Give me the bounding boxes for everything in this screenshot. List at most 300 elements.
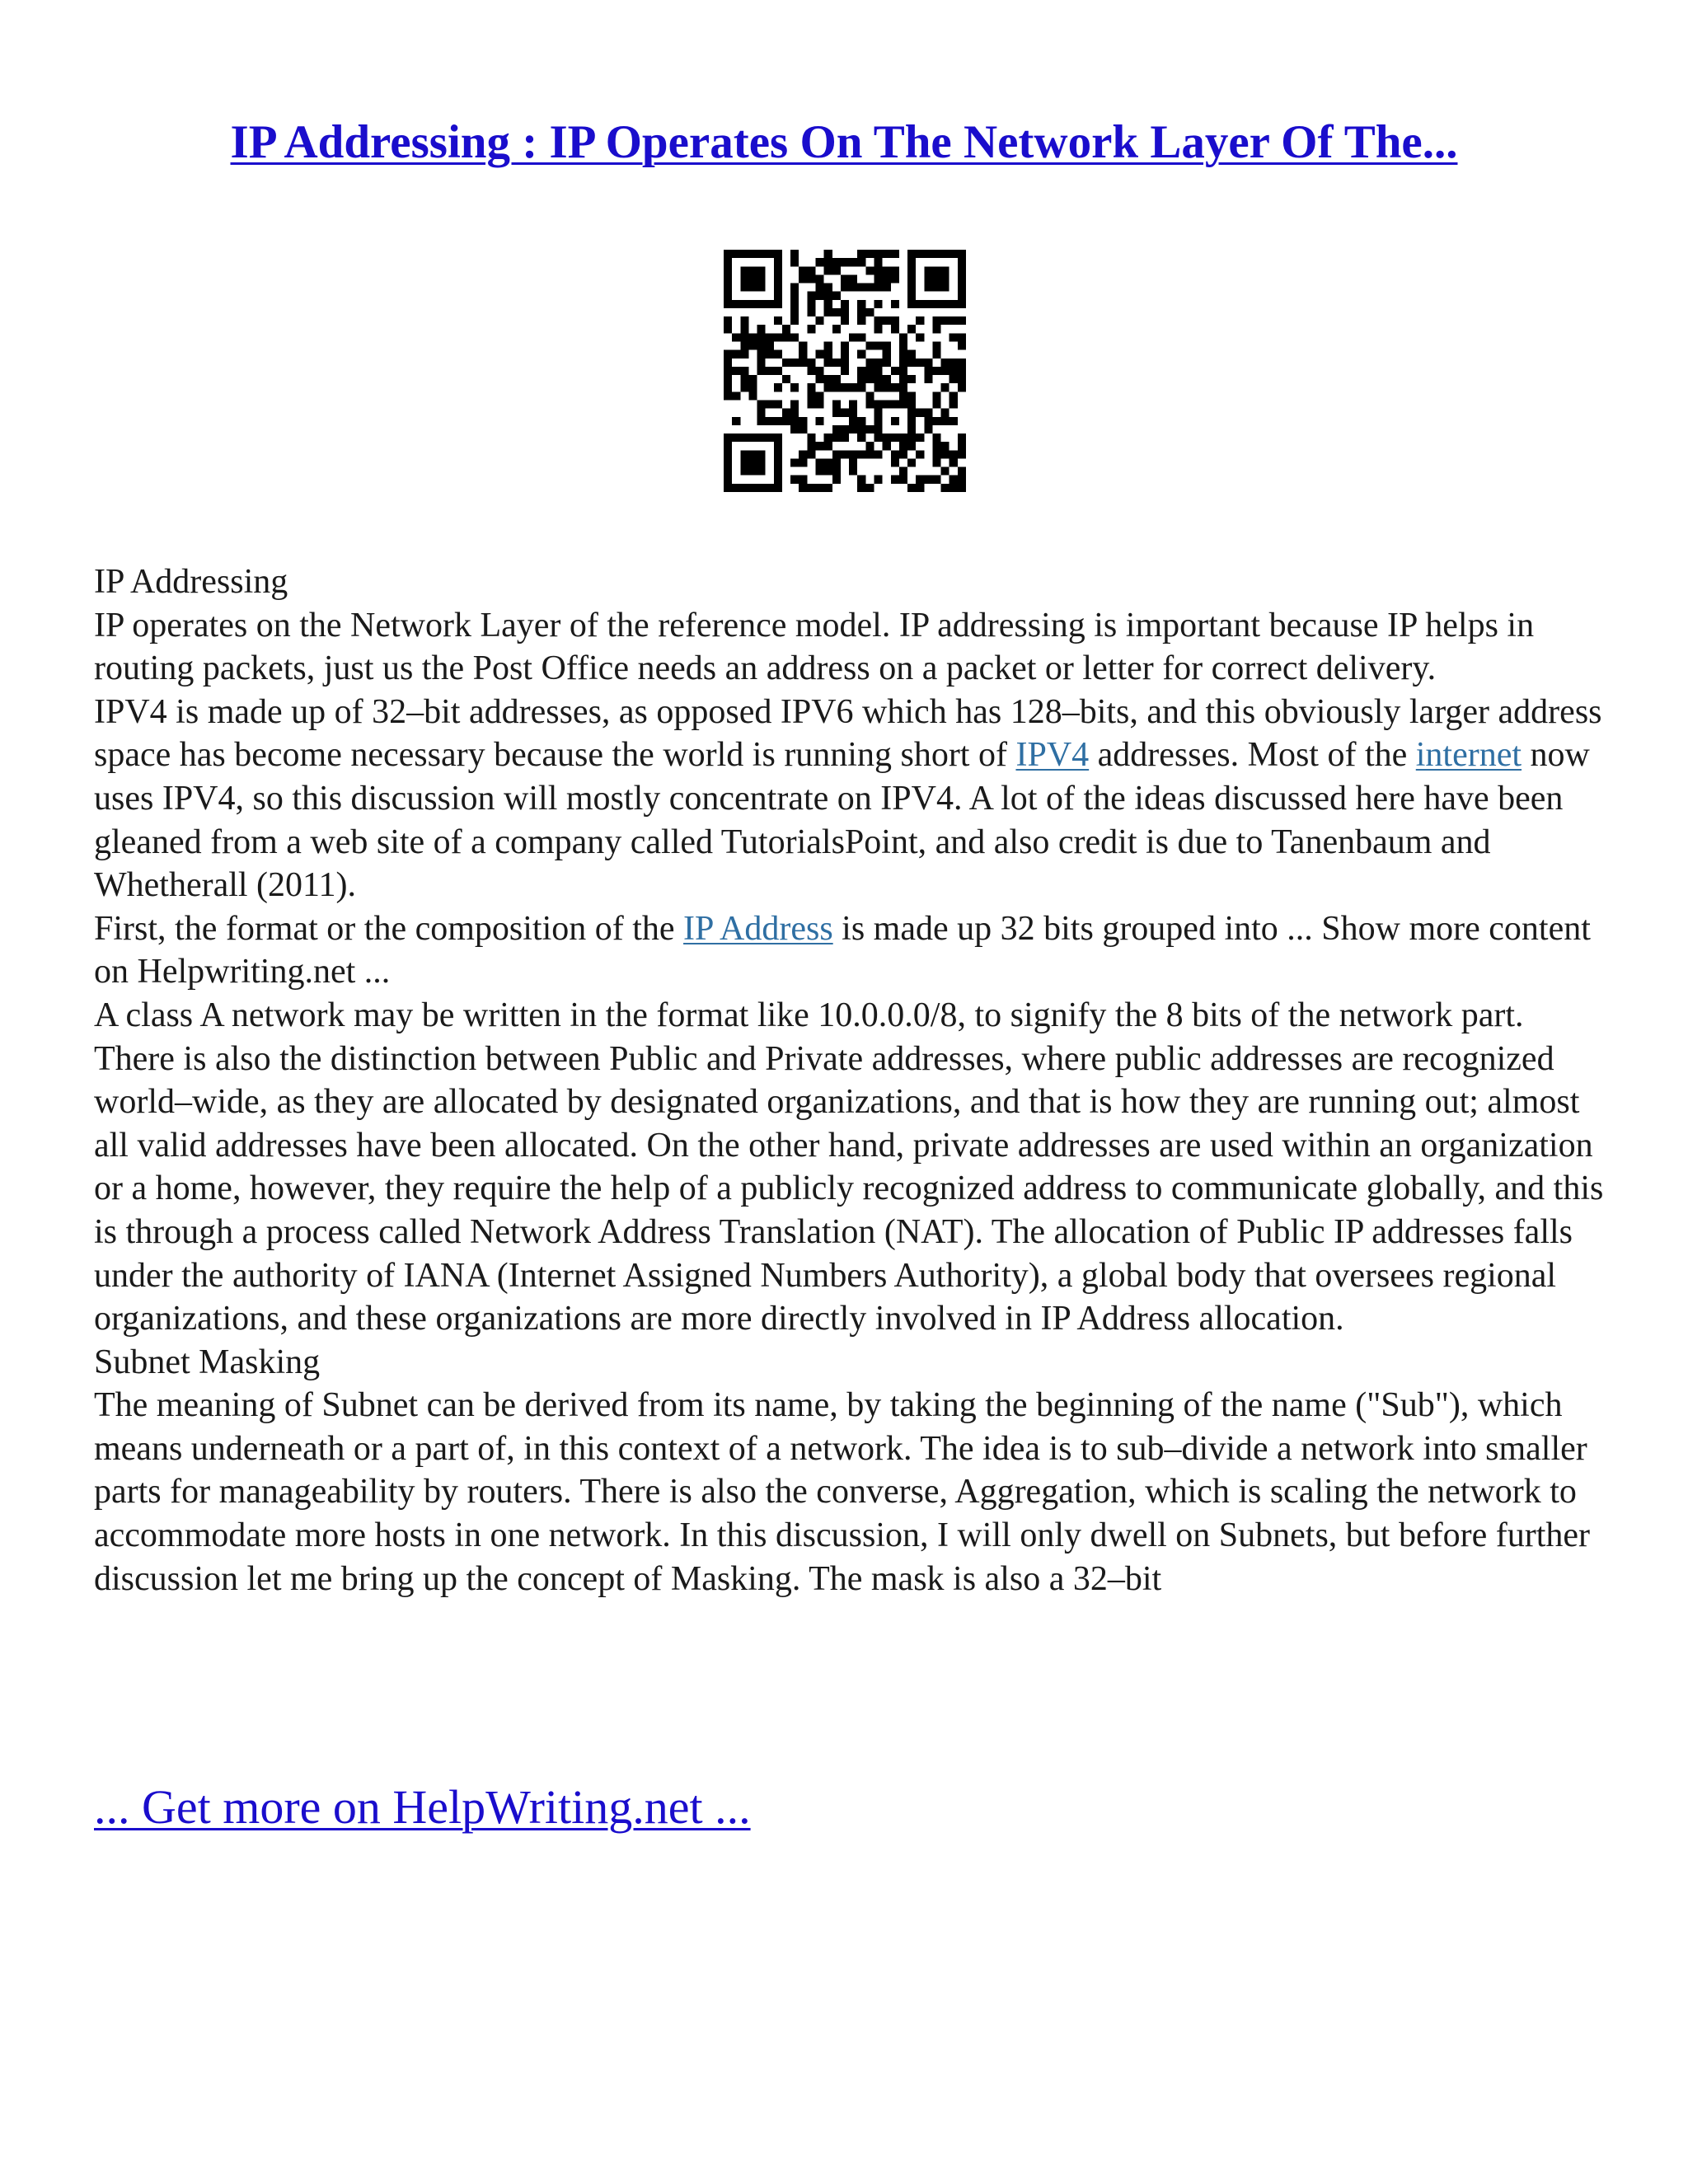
qr-module — [832, 375, 841, 383]
qr-module — [807, 266, 815, 274]
qr-module — [899, 476, 907, 484]
qr-module — [774, 400, 782, 408]
qr-module — [766, 342, 774, 350]
qr-module — [932, 367, 940, 375]
qr-module — [857, 258, 865, 266]
qr-module — [774, 450, 782, 458]
qr-module — [932, 250, 940, 258]
qr-module — [849, 425, 857, 434]
qr-module — [924, 375, 932, 383]
qr-module — [799, 350, 807, 359]
qr-module — [874, 284, 882, 292]
qr-module — [832, 266, 841, 274]
qr-module — [924, 274, 932, 283]
qr-module — [724, 359, 732, 367]
qr-module — [724, 325, 732, 333]
qr-module — [748, 300, 757, 308]
qr-module — [832, 292, 841, 300]
qr-module — [748, 284, 757, 292]
qr-module — [757, 284, 766, 292]
qr-module — [724, 434, 732, 442]
qr-module — [907, 391, 916, 400]
qr-module — [766, 367, 774, 375]
qr-module — [799, 476, 807, 484]
document-title — [0, 114, 1688, 171]
qr-module — [824, 484, 832, 492]
qr-module — [748, 450, 757, 458]
qr-module — [899, 333, 907, 341]
qr-module — [857, 308, 865, 316]
qr-module — [774, 258, 782, 266]
qr-module — [816, 292, 824, 300]
qr-module — [950, 367, 958, 375]
qr-module — [757, 450, 766, 458]
qr-module — [757, 333, 766, 341]
qr-module — [857, 383, 865, 391]
qr-module — [891, 316, 899, 325]
qr-module — [748, 383, 757, 391]
qr-module — [790, 383, 799, 391]
section-heading-subnet-masking: Subnet Masking — [94, 1343, 321, 1381]
qr-module — [907, 425, 916, 434]
qr-module — [865, 484, 874, 492]
qr-module — [891, 325, 899, 333]
qr-module — [790, 333, 799, 341]
qr-module — [790, 250, 799, 258]
qr-module — [790, 284, 799, 292]
qr-module — [790, 400, 799, 408]
qr-module — [849, 284, 857, 292]
qr-module — [740, 342, 748, 350]
qr-module — [916, 450, 924, 458]
qr-module — [950, 450, 958, 458]
qr-module — [857, 417, 865, 425]
qr-module — [941, 250, 950, 258]
qr-module — [841, 383, 849, 391]
qr-module — [941, 484, 950, 492]
qr-module — [857, 350, 865, 359]
qr-module — [941, 442, 950, 450]
qr-module — [874, 425, 882, 434]
qr-module — [807, 325, 815, 333]
qr-module — [924, 266, 932, 274]
qr-module — [824, 342, 832, 350]
qr-module — [857, 367, 865, 375]
qr-module — [816, 375, 824, 383]
qr-module — [941, 300, 950, 308]
qr-module — [958, 316, 966, 325]
qr-module — [932, 391, 940, 400]
qr-module — [841, 434, 849, 442]
qr-module — [958, 375, 966, 383]
qr-module — [757, 350, 766, 359]
qr-module — [724, 250, 732, 258]
qr-module — [740, 333, 748, 341]
qr-module — [757, 274, 766, 283]
qr-module — [916, 333, 924, 341]
qr-module — [748, 250, 757, 258]
qr-module — [816, 284, 824, 292]
qr-module — [958, 442, 966, 450]
qr-module — [757, 266, 766, 274]
qr-module — [958, 250, 966, 258]
qr-module — [941, 383, 950, 391]
qr-module — [748, 458, 757, 466]
qr-module — [958, 274, 966, 283]
qr-module — [891, 476, 899, 484]
qr-module — [941, 450, 950, 458]
qr-module — [816, 316, 824, 325]
paragraph-format: First, the format or the composition of the IP Address is made up 32 bits grouped into ... Show more content on Helpwriting.net ... — [94, 909, 1591, 991]
title-link[interactable]: IP Addressing : IP Operates On The Network Layer Of The... — [230, 116, 1458, 168]
qr-module — [950, 458, 958, 466]
qr-module — [950, 300, 958, 308]
qr-module — [757, 342, 766, 350]
qr-module — [748, 434, 757, 442]
qr-module — [899, 467, 907, 476]
qr-module — [874, 434, 882, 442]
qr-module — [841, 425, 849, 434]
qr-module — [799, 266, 807, 274]
qr-module — [865, 367, 874, 375]
qr-module — [748, 342, 757, 350]
qr-module — [916, 250, 924, 258]
qr-module — [748, 375, 757, 383]
qr-module — [932, 434, 940, 442]
qr-module — [907, 359, 916, 367]
qr-module — [874, 383, 882, 391]
qr-module — [899, 442, 907, 450]
qr-module — [916, 484, 924, 492]
qr-module — [807, 450, 815, 458]
qr-module — [907, 284, 916, 292]
qr-module — [841, 284, 849, 292]
qr-module — [732, 391, 740, 400]
qr-module — [790, 476, 799, 484]
qr-module — [849, 274, 857, 283]
qr-module — [782, 409, 790, 417]
qr-module — [782, 333, 790, 341]
qr-module — [849, 400, 857, 408]
qr-module — [799, 484, 807, 492]
qr-module — [857, 284, 865, 292]
qr-module — [824, 383, 832, 391]
qr-module — [790, 359, 799, 367]
qr-module — [924, 367, 932, 375]
qr-module — [824, 266, 832, 274]
qr-module — [865, 308, 874, 316]
qr-module — [724, 316, 732, 325]
qr-module — [941, 359, 950, 367]
get-more-link[interactable]: ... Get more on HelpWriting.net ... — [94, 1780, 751, 1834]
qr-module — [907, 434, 916, 442]
qr-module — [732, 434, 740, 442]
qr-module — [832, 409, 841, 417]
qr-module — [941, 266, 950, 274]
qr-module — [874, 476, 882, 484]
paragraph-ipv4: IPV4 is made up of 32–bit addresses, as opposed IPV6 which has 128–bits, and this obviously larger address space has become necessary because the world is running short of IPV4 addresses. Most of the internet now uses IPV4, so this discussion will mostly concentrate on IPV4. A lot of the ideas discussed here have been gleaned from a web site of a company called TutorialsPoint, and also credit is due to Tanenbaum and Whetherall (2011). — [94, 692, 1602, 905]
qr-module — [865, 442, 874, 450]
qr-module — [774, 350, 782, 359]
qr-module — [766, 434, 774, 442]
qr-module — [766, 350, 774, 359]
qr-module — [916, 316, 924, 325]
qr-module — [874, 367, 882, 375]
qr-module — [799, 450, 807, 458]
qr-module — [849, 409, 857, 417]
qr-module — [841, 409, 849, 417]
qr-module — [824, 458, 832, 466]
qr-module — [958, 434, 966, 442]
qr-module — [891, 274, 899, 283]
qr-module — [857, 484, 865, 492]
qr-module — [907, 266, 916, 274]
ipv4-link[interactable]: IPV4 — [1015, 736, 1090, 775]
qr-module — [816, 400, 824, 408]
ip-address-link[interactable]: IP Address — [683, 909, 833, 948]
qr-module — [832, 450, 841, 458]
qr-module — [958, 467, 966, 476]
qr-module — [958, 342, 966, 350]
qr-module — [883, 284, 891, 292]
qr-module — [824, 292, 832, 300]
qr-module — [824, 258, 832, 266]
qr-module — [932, 400, 940, 408]
qr-module — [958, 359, 966, 367]
qr-module — [740, 325, 748, 333]
qr-module — [916, 300, 924, 308]
qr-module — [883, 434, 891, 442]
qr-module — [824, 300, 832, 308]
qr-module — [883, 442, 891, 450]
qr-module — [740, 467, 748, 476]
qr-module — [740, 250, 748, 258]
qr-module — [757, 434, 766, 442]
qr-module — [924, 250, 932, 258]
qr-module — [841, 316, 849, 325]
qr-module — [907, 250, 916, 258]
qr-module — [832, 383, 841, 391]
qr-module — [724, 292, 732, 300]
qr-module — [748, 266, 757, 274]
qr-module — [832, 467, 841, 476]
qr-module — [757, 367, 766, 375]
qr-module — [857, 375, 865, 383]
qr-module — [841, 258, 849, 266]
qr-module — [774, 383, 782, 391]
qr-module — [932, 342, 940, 350]
qr-module — [748, 467, 757, 476]
qr-module — [899, 375, 907, 383]
qr-module — [907, 484, 916, 492]
qr-module — [849, 383, 857, 391]
qr-module — [883, 383, 891, 391]
qr-module — [924, 476, 932, 484]
qr-module — [916, 409, 924, 417]
qr-module — [816, 391, 824, 400]
article-body — [94, 560, 1611, 1601]
qr-module — [748, 484, 757, 492]
qr-module — [924, 409, 932, 417]
qr-module — [782, 417, 790, 425]
qr-module — [899, 450, 907, 458]
qr-module — [824, 284, 832, 292]
qr-module — [799, 342, 807, 350]
qr-module — [774, 292, 782, 300]
qr-module — [799, 458, 807, 466]
qr-module — [774, 484, 782, 492]
qr-module — [865, 400, 874, 408]
qr-module — [774, 300, 782, 308]
qr-module — [907, 300, 916, 308]
qr-module — [748, 333, 757, 341]
qr-module — [874, 409, 882, 417]
qr-module — [757, 325, 766, 333]
qr-module — [874, 274, 882, 283]
qr-module — [874, 266, 882, 274]
qr-module — [841, 350, 849, 359]
qr-module — [799, 417, 807, 425]
qr-module — [782, 359, 790, 367]
qr-module — [932, 284, 940, 292]
qr-module — [757, 417, 766, 425]
qr-module — [916, 359, 924, 367]
qr-module — [774, 417, 782, 425]
qr-module — [832, 308, 841, 316]
qr-module — [732, 367, 740, 375]
qr-module — [732, 417, 740, 425]
qr-module — [748, 391, 757, 400]
qr-module — [891, 367, 899, 375]
internet-link[interactable]: internet — [1415, 736, 1522, 775]
qr-module — [849, 258, 857, 266]
qr-module — [774, 467, 782, 476]
qr-module — [732, 484, 740, 492]
qr-module — [932, 316, 940, 325]
qr-module — [774, 284, 782, 292]
qr-module — [958, 300, 966, 308]
qr-module — [958, 266, 966, 274]
qr-module — [740, 274, 748, 283]
qr-module — [874, 359, 882, 367]
qr-module — [807, 391, 815, 400]
qr-module — [891, 300, 899, 308]
qr-module — [782, 375, 790, 383]
qr-module — [790, 308, 799, 316]
qr-module — [774, 333, 782, 341]
qr-module — [757, 484, 766, 492]
qr-module — [807, 434, 815, 442]
qr-module — [941, 417, 950, 425]
qr-module — [950, 316, 958, 325]
qr-module — [807, 300, 815, 308]
qr-module — [899, 350, 907, 359]
qr-module — [824, 442, 832, 450]
qr-module — [799, 274, 807, 283]
qr-module — [832, 258, 841, 266]
qr-module — [874, 417, 882, 425]
qr-module — [883, 400, 891, 408]
qr-module — [807, 367, 815, 375]
qr-module — [790, 409, 799, 417]
qr-module — [932, 325, 940, 333]
qr-module — [841, 300, 849, 308]
qr-module — [757, 300, 766, 308]
qr-module — [891, 383, 899, 391]
qr-module — [724, 442, 732, 450]
qr-module — [865, 284, 874, 292]
qr-module — [891, 400, 899, 408]
qr-module — [958, 450, 966, 458]
qr-module — [891, 450, 899, 458]
section-heading-ip-addressing: IP Addressing — [94, 563, 288, 601]
qr-module — [907, 325, 916, 333]
qr-module — [941, 316, 950, 325]
qr-module — [766, 400, 774, 408]
qr-module — [816, 442, 824, 450]
qr-module — [724, 274, 732, 283]
qr-module — [857, 434, 865, 442]
qr-module — [732, 333, 740, 341]
qr-module — [865, 425, 874, 434]
qr-module — [732, 300, 740, 308]
qr-module — [832, 400, 841, 408]
qr-module — [932, 350, 940, 359]
qr-module — [841, 274, 849, 283]
qr-module — [932, 442, 940, 450]
qr-module — [774, 458, 782, 466]
qr-module — [724, 375, 732, 383]
qr-module — [740, 375, 748, 383]
qr-module — [807, 484, 815, 492]
qr-module — [883, 274, 891, 283]
qr-module — [799, 425, 807, 434]
qr-module — [899, 342, 907, 350]
qr-module — [774, 250, 782, 258]
qr-module — [958, 476, 966, 484]
qr-module — [774, 442, 782, 450]
qr-module — [816, 350, 824, 359]
qr-module — [816, 258, 824, 266]
qr-module — [916, 476, 924, 484]
qr-module — [774, 434, 782, 442]
qr-module — [790, 292, 799, 300]
qr-code-image — [724, 250, 966, 492]
qr-module — [790, 300, 799, 308]
qr-module — [958, 484, 966, 492]
qr-module — [740, 300, 748, 308]
qr-module — [891, 250, 899, 258]
qr-module — [849, 333, 857, 341]
qr-module — [824, 250, 832, 258]
qr-module — [732, 350, 740, 359]
qr-module — [950, 484, 958, 492]
qr-module — [740, 484, 748, 492]
qr-module — [924, 417, 932, 425]
qr-module — [958, 383, 966, 391]
qr-module — [816, 417, 824, 425]
paragraph-subnet: The meaning of Subnet can be derived from its name, by taking the beginning of the name ("Sub"), which means underneath or a part of, in this context of a network. The idea is to sub–divide a network into smaller parts for manageability by routers. There is also the converse, Aggregation, which is scaling the network to accommodate more hosts in one network. In this discussion, I will only dwell on Subnets, but before further discussion let me bring up the concept of Masking. The mask is also a 32–bit — [94, 1386, 1591, 1598]
qr-module — [865, 342, 874, 350]
qr-module — [816, 484, 824, 492]
qr-module — [724, 476, 732, 484]
qr-module — [824, 375, 832, 383]
qr-module — [941, 274, 950, 283]
qr-module — [883, 342, 891, 350]
qr-module — [774, 476, 782, 484]
qr-module — [950, 333, 958, 341]
qr-module — [865, 450, 874, 458]
